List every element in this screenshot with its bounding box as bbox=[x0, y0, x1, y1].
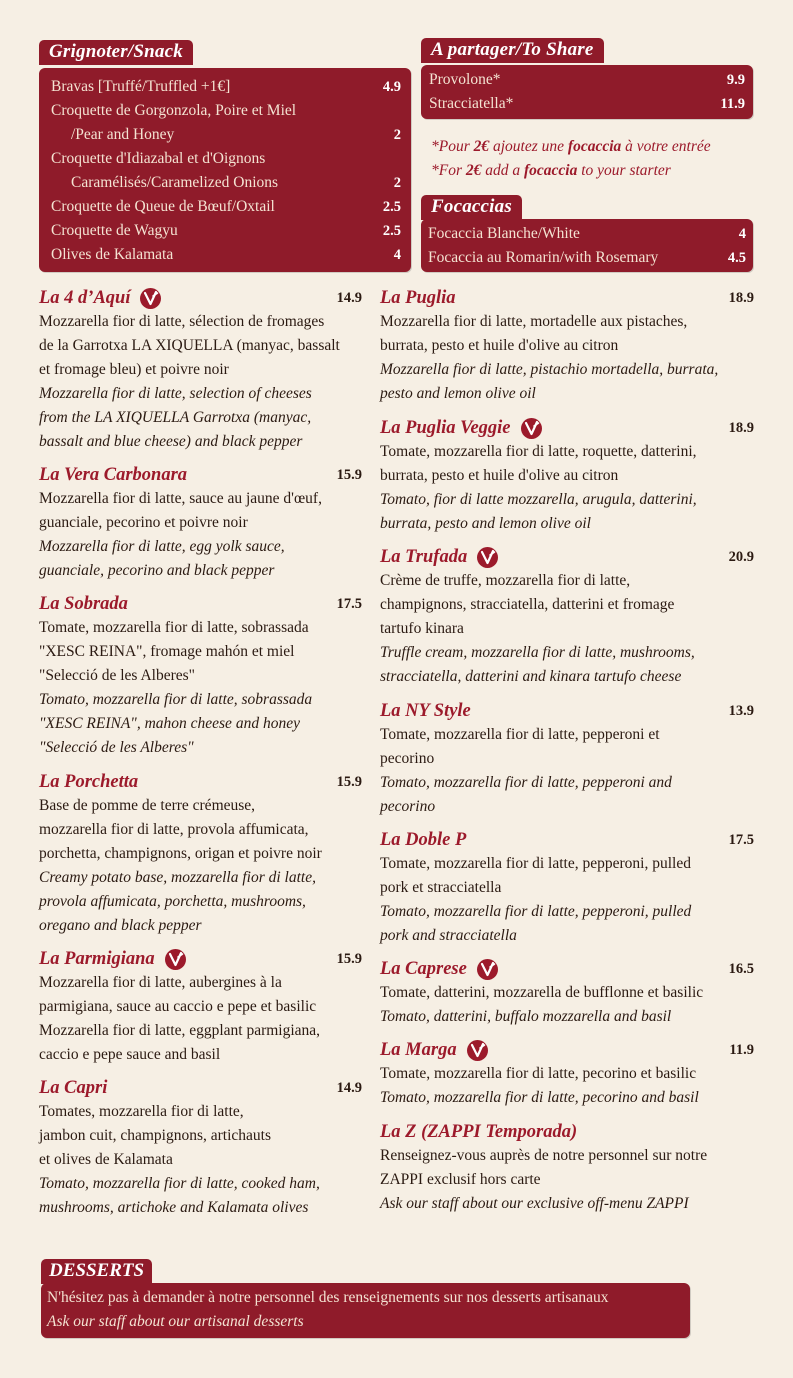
description-fr-line: "Selecció de les Alberes" bbox=[39, 667, 195, 684]
description-en-line: Truffle cream, mozzarella fior di latte, mushrooms, bbox=[380, 644, 695, 661]
snack-item-price: 2 bbox=[393, 127, 401, 143]
snack-item-label: /Pear and Honey bbox=[71, 126, 175, 143]
description-en-line: burrata, pesto and lemon olive oil bbox=[380, 515, 591, 532]
description-fr-line: Mozzarella fior di latte, eggplant parmigiana, bbox=[39, 1022, 321, 1039]
menu-item-name bbox=[380, 547, 498, 568]
menu-item-title: La Trufada bbox=[380, 546, 468, 567]
menu-item-header bbox=[39, 592, 362, 616]
menu-item-title: La Doble P bbox=[380, 829, 467, 850]
menu-item bbox=[380, 286, 754, 406]
description-fr-line: "XESC REINA", fromage mahón et miel bbox=[39, 643, 295, 660]
description-fr-line: jambon cuit, champignons, artichauts bbox=[39, 1127, 272, 1144]
description-fr-line: ZAPPI exclusif hors carte bbox=[380, 1171, 541, 1188]
snack-item-row bbox=[51, 219, 401, 243]
description-fr-line: porchetta, champignons, origan et poivre noir bbox=[39, 845, 322, 862]
menu-item-header bbox=[380, 957, 754, 981]
snack-item-row bbox=[51, 243, 401, 267]
snack-list bbox=[51, 75, 401, 267]
menu-item-description bbox=[380, 981, 754, 1029]
menu-item bbox=[380, 1120, 754, 1216]
menu-item-price: 16.5 bbox=[728, 960, 754, 977]
description-en-line: Tomato, mozzarella fior di latte, pepperoni and bbox=[380, 774, 672, 791]
menu-item-description bbox=[39, 1100, 362, 1220]
description-fr-line: Mozzarella fior di latte, aubergines à la bbox=[39, 974, 282, 991]
menu-item-title: La Marga bbox=[380, 1039, 457, 1060]
snack-item-label: Croquette de Queue de Bœuf/Oxtail bbox=[51, 198, 275, 215]
snack-item-label: Croquette de Wagyu bbox=[51, 222, 178, 239]
menu-item-price: 11.9 bbox=[729, 1041, 754, 1058]
snack-title: Grignoter/Snack bbox=[39, 40, 193, 65]
snack-item-row bbox=[51, 75, 401, 99]
desserts-text-en: Ask our staff about our artisanal desserts bbox=[47, 1313, 304, 1330]
description-en-line: from the LA XIQUELLA Garrotxa (manyac, bbox=[39, 409, 312, 426]
menu-item-description bbox=[380, 310, 754, 406]
snack-item-label: Olives de Kalamata bbox=[51, 246, 174, 263]
menu-item-title: La Caprese bbox=[380, 958, 467, 979]
menu-item-price: 18.9 bbox=[728, 419, 754, 436]
menu-item-header bbox=[39, 286, 362, 310]
menu-item-title: La Z (ZAPPI Temporada) bbox=[380, 1121, 578, 1142]
share-item-row bbox=[429, 68, 745, 92]
menu-item-price: 20.9 bbox=[728, 548, 754, 565]
description-fr-line: Base de pomme de terre crémeuse, bbox=[39, 797, 256, 814]
menu-item-header bbox=[380, 286, 754, 310]
snack-item-label: Croquette d'Idiazabal et d'Oignons bbox=[51, 150, 266, 167]
menu-item-price: 14.9 bbox=[336, 1079, 362, 1096]
menu-item-name bbox=[380, 830, 466, 851]
snack-item-row bbox=[51, 171, 401, 195]
description-en-line: Tomato, mozzarella fior di latte, sobrassada bbox=[39, 691, 313, 708]
snack-item-row bbox=[51, 99, 401, 123]
description-fr-line: caccio e pepe sauce and basil bbox=[39, 1046, 221, 1063]
description-en-line: pork and stracciatella bbox=[380, 927, 517, 944]
description-fr-line: de la Garrotxa LA XIQUELLA (manyac, bassalt bbox=[39, 337, 340, 354]
snack-item-label: Croquette de Gorgonzola, Poire et Miel bbox=[51, 102, 297, 119]
menu-item bbox=[380, 957, 754, 1029]
desserts-text-fr: N'hésitez pas à demander à notre personnel des renseignements sur nos desserts artisanaux bbox=[47, 1289, 609, 1306]
description-fr-line: Mozzarella fior di latte, sauce au jaune d'œuf, bbox=[39, 490, 322, 507]
menu-item bbox=[380, 828, 754, 948]
menu-item-title: La Capri bbox=[39, 1077, 108, 1098]
description-fr-line: et olives de Kalamata bbox=[39, 1151, 173, 1168]
focaccia-note-fr: *Pour 2€ ajoutez une focaccia à votre entrée bbox=[431, 138, 711, 155]
description-en-line: Mozzarella fior di latte, pistachio mortadella, burrata, bbox=[380, 361, 719, 378]
description-en-line: Tomato, datterini, buffalo mozzarella and basil bbox=[380, 1008, 672, 1025]
snack-item-price: 4.9 bbox=[382, 79, 401, 95]
menu-item-header bbox=[39, 947, 362, 971]
description-en-line: Ask our staff about our exclusive off-menu ZAPPI bbox=[380, 1195, 689, 1212]
focaccias-item-row bbox=[428, 222, 746, 246]
menu-item bbox=[380, 1038, 754, 1110]
focaccias-item-label: Focaccia Blanche/White bbox=[428, 225, 580, 242]
focaccias-title: Focaccias bbox=[421, 195, 522, 220]
menu-item-title: La Sobrada bbox=[39, 593, 128, 614]
menu-item bbox=[39, 770, 362, 938]
description-fr-line: Tomate, mozzarella fior di latte, pecorino et basilic bbox=[380, 1065, 697, 1082]
menu-item-price: 15.9 bbox=[336, 950, 362, 967]
snack-box bbox=[39, 68, 411, 272]
menu-item-name bbox=[39, 465, 187, 486]
focaccia-note-en: *For 2€ add a focaccia to your starter bbox=[431, 162, 671, 179]
menu-item-name bbox=[39, 949, 186, 970]
description-en-line: Tomato, mozzarella fior di latte, pecorino and basil bbox=[380, 1089, 699, 1106]
menu-item-header bbox=[380, 1120, 754, 1144]
menu-item bbox=[39, 947, 362, 1067]
share-item-price: 9.9 bbox=[726, 72, 745, 88]
menu-item bbox=[39, 286, 362, 454]
menu-item-header bbox=[39, 1076, 362, 1100]
menu-item-price: 13.9 bbox=[728, 702, 754, 719]
menu-item-description bbox=[380, 1062, 754, 1110]
description-en-line: Mozzarella fior di latte, selection of cheeses bbox=[39, 385, 312, 402]
snack-item-price: 4 bbox=[393, 247, 401, 263]
description-fr-line: champignons, stracciatella, datterini et fromage bbox=[380, 596, 675, 613]
menu-item-description bbox=[380, 723, 754, 819]
snack-item-row bbox=[51, 147, 401, 171]
menu-item bbox=[39, 463, 362, 583]
description-fr-line: burrata, pesto et huile d'olive au citron bbox=[380, 467, 619, 484]
description-en-line: "Selecció de les Alberes" bbox=[39, 739, 194, 756]
menu-item-price: 14.9 bbox=[336, 289, 362, 306]
snack-item-label: Caramélisés/Caramelized Onions bbox=[71, 174, 279, 191]
share-item-row bbox=[429, 92, 745, 116]
description-en-line: pesto and lemon olive oil bbox=[380, 385, 536, 402]
menu-item bbox=[39, 592, 362, 760]
menu-item-name bbox=[39, 1078, 107, 1099]
description-fr-line: et fromage bleu) et poivre noir bbox=[39, 361, 229, 378]
menu-item-header bbox=[39, 770, 362, 794]
description-en-line: Tomato, mozzarella fior di latte, cooked ham, bbox=[39, 1175, 320, 1192]
leaf-icon bbox=[477, 959, 498, 980]
description-en-line: provola affumicata, porchetta, mushrooms, bbox=[39, 893, 306, 910]
menu-item-header bbox=[380, 1038, 754, 1062]
leaf-icon bbox=[521, 418, 542, 439]
description-fr-line: Tomate, datterini, mozzarella de bufflonne et basilic bbox=[380, 984, 704, 1001]
menu-item-description bbox=[39, 616, 362, 760]
description-fr-line: Crème de truffe, mozzarella fior di latte, bbox=[380, 572, 631, 589]
snack-item-row bbox=[51, 123, 401, 147]
snack-item-price: 2.5 bbox=[382, 199, 401, 215]
menu-item-price: 15.9 bbox=[336, 466, 362, 483]
menu-item bbox=[380, 416, 754, 536]
description-fr-line: Tomate, mozzarella fior di latte, roquette, datterini, bbox=[380, 443, 697, 460]
description-fr-line: burrata, pesto et huile d'olive au citron bbox=[380, 337, 619, 354]
menu-item-price: 18.9 bbox=[728, 289, 754, 306]
desserts-title: DESSERTS bbox=[41, 1259, 152, 1284]
menu-item-header bbox=[380, 416, 754, 440]
leaf-icon bbox=[140, 288, 161, 309]
menu-item bbox=[380, 699, 754, 819]
description-en-line: pecorino bbox=[380, 798, 436, 815]
share-box bbox=[421, 65, 753, 119]
menu-item-name bbox=[380, 1040, 488, 1061]
menu-item-name bbox=[39, 772, 138, 793]
menu-item-name bbox=[380, 959, 498, 980]
menu-item bbox=[380, 545, 754, 689]
description-fr-line: Tomate, mozzarella fior di latte, sobrassada bbox=[39, 619, 309, 636]
focaccias-list bbox=[428, 222, 746, 270]
description-fr-line: pecorino bbox=[380, 750, 435, 767]
menu-item-title: La Porchetta bbox=[39, 771, 139, 792]
focaccias-item-price: 4 bbox=[738, 226, 746, 242]
snack-item-row bbox=[51, 195, 401, 219]
snack-item-price: 2.5 bbox=[382, 223, 401, 239]
menu-item-name bbox=[380, 418, 542, 439]
menu-item-title: La Puglia bbox=[380, 287, 456, 308]
description-fr-line: mozzarella fior di latte, provola affumicata, bbox=[39, 821, 309, 838]
share-list bbox=[429, 68, 745, 116]
menu-item-description bbox=[39, 794, 362, 938]
description-fr-line: pork et stracciatella bbox=[380, 879, 502, 896]
leaf-icon bbox=[165, 949, 186, 970]
menu-item-title: La 4 d’Aquí bbox=[39, 287, 131, 308]
menu-item bbox=[39, 1076, 362, 1220]
description-en-line: mushrooms, artichoke and Kalamata olives bbox=[39, 1199, 309, 1216]
description-en-line: guanciale, pecorino and black pepper bbox=[39, 562, 275, 579]
menu-item-price: 17.5 bbox=[336, 595, 362, 612]
snack-item-label: Bravas [Truffé/Truffled +1€] bbox=[51, 78, 231, 95]
menu-item-name bbox=[380, 288, 456, 309]
desserts-box bbox=[41, 1283, 690, 1338]
description-en-line: "XESC REINA", mahon cheese and honey bbox=[39, 715, 300, 732]
focaccias-item-row bbox=[428, 246, 746, 270]
menu-item-price: 17.5 bbox=[728, 831, 754, 848]
description-fr-line: tartufo kinara bbox=[380, 620, 464, 637]
description-fr-line: parmigiana, sauce au caccio e pepe et basilic bbox=[39, 998, 317, 1015]
description-fr-line: Mozzarella fior di latte, mortadelle aux pistaches, bbox=[380, 313, 688, 330]
menu-item-description bbox=[39, 487, 362, 583]
description-fr-line: Renseignez-vous auprès de notre personnel sur notre bbox=[380, 1147, 708, 1164]
description-fr-line: guanciale, pecorino et poivre noir bbox=[39, 514, 248, 531]
focaccias-item-label: Focaccia au Romarin/with Rosemary bbox=[428, 249, 659, 266]
share-item-price: 11.9 bbox=[720, 96, 745, 112]
snack-item-price: 2 bbox=[393, 175, 401, 191]
description-en-line: Tomato, fior di latte mozzarella, arugula, datterini, bbox=[380, 491, 697, 508]
description-fr-line: Tomates, mozzarella fior di latte, bbox=[39, 1103, 244, 1120]
description-en-line: stracciatella, datterini and kinara tartufo cheese bbox=[380, 668, 682, 685]
menu-item-title: La Puglia Veggie bbox=[380, 417, 511, 438]
menu-item-description bbox=[39, 310, 362, 454]
menu-item-header bbox=[380, 699, 754, 723]
menu-item-description bbox=[380, 440, 754, 536]
description-fr-line: Tomate, mozzarella fior di latte, pepperoni et bbox=[380, 726, 660, 743]
menu-item-header bbox=[380, 545, 754, 569]
menu-item-name bbox=[380, 1122, 577, 1143]
menu-item-name bbox=[380, 701, 471, 722]
menu-item-name bbox=[39, 288, 161, 309]
menu-item-name bbox=[39, 594, 128, 615]
share-item-label: Provolone* bbox=[429, 71, 501, 88]
description-fr-line: Tomate, mozzarella fior di latte, pepperoni, pulled bbox=[380, 855, 691, 872]
menu-item-title: La Parmigiana bbox=[39, 948, 155, 969]
focaccias-item-price: 4.5 bbox=[727, 250, 746, 266]
menu-item-price: 15.9 bbox=[336, 773, 362, 790]
menu-item-description bbox=[39, 971, 362, 1067]
description-en-line: Tomato, mozzarella fior di latte, pepperoni, pulled bbox=[380, 903, 692, 920]
menu-item-header bbox=[380, 828, 754, 852]
menu-item-title: La Vera Carbonara bbox=[39, 464, 188, 485]
leaf-icon bbox=[477, 547, 498, 568]
focaccias-box bbox=[421, 219, 753, 272]
description-en-line: bassalt and blue cheese) and black pepper bbox=[39, 433, 303, 450]
leaf-icon bbox=[467, 1040, 488, 1061]
menu-item-description bbox=[380, 569, 754, 689]
share-item-label: Stracciatella* bbox=[429, 95, 514, 112]
share-title: A partager/To Share bbox=[421, 38, 604, 63]
menu-item-title: La NY Style bbox=[380, 700, 471, 721]
description-en-line: Mozzarella fior di latte, egg yolk sauce, bbox=[39, 538, 285, 555]
menu-item-description bbox=[380, 1144, 754, 1216]
menu-item-description bbox=[380, 852, 754, 948]
menu-item-header bbox=[39, 463, 362, 487]
description-en-line: oregano and black pepper bbox=[39, 917, 202, 934]
description-en-line: Creamy potato base, mozzarella fior di latte, bbox=[39, 869, 316, 886]
description-fr-line: Mozzarella fior di latte, sélection de fromages bbox=[39, 313, 325, 330]
